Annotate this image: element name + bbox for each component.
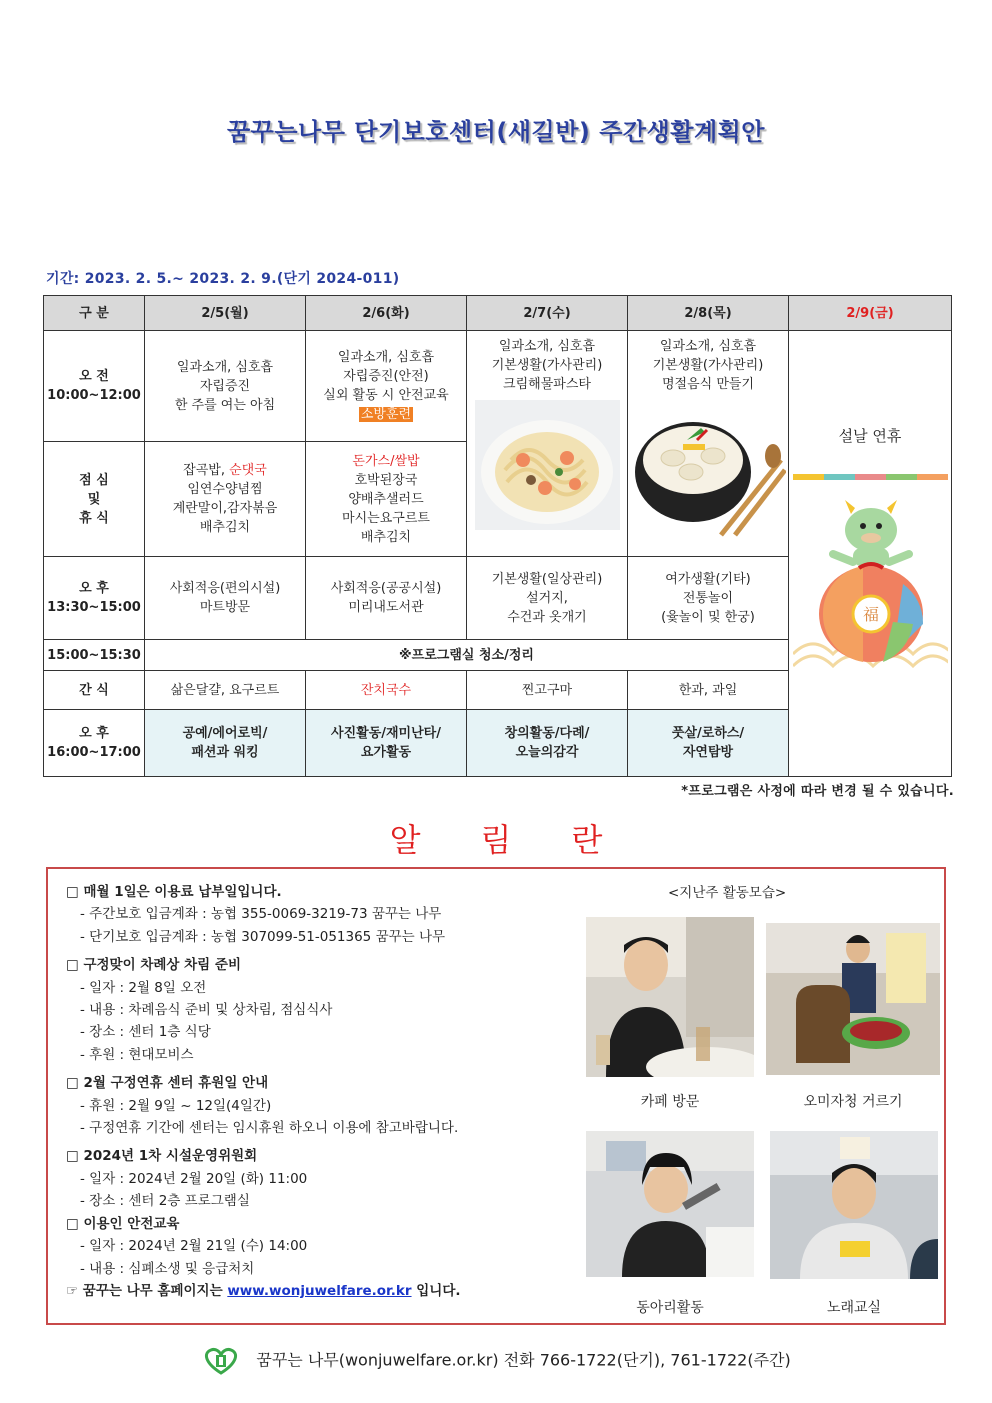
header-day-mon: 2/5(월) (145, 296, 306, 331)
notice-heading: □ 이용인 안전교육 (66, 1215, 180, 1232)
notice-line: - 일자 : 2월 8일 오전 (80, 979, 207, 996)
header-day-thu: 2/8(목) (628, 296, 789, 331)
notice-line: - 내용 : 차례음식 준비 및 상차림, 점심식사 (80, 1002, 333, 1019)
lunch-label: 점 심 및 휴 식 (44, 442, 145, 557)
afternoon-wed: 기본생활(일상관리) 설거지, 수건과 옷개기 (467, 557, 628, 640)
photo-caption: 노래교실 (826, 1300, 882, 1316)
schedule-period: 기간: 2023. 2. 5.~ 2023. 2. 9.(단기 2024-011) (46, 271, 400, 287)
afternoon-thu: 여가생활(기타) 전통놀이 (윷놀이 및 한궁) (628, 557, 789, 640)
notice-line: - 일자 : 2024년 2월 21일 (수) 14:00 (80, 1238, 308, 1255)
cafe-visit-photo (586, 917, 754, 1077)
lunch-tue: 돈가스/쌀밥 호박된장국 양배추샐러드 마시는요구르트 배추김치 (306, 442, 467, 557)
homepage-line: ☞ 꿈꾸는 나무 홈페이지는 www.wonjuwelfare.or.kr 입니다. (66, 1282, 461, 1299)
weekly-schedule-table (43, 295, 952, 777)
notice-line: - 내용 : 심폐소생 및 응급처치 (80, 1260, 255, 1277)
late-mon: 공예/에어로빅/ 패션과 워킹 (145, 710, 306, 777)
footer-text: 꿈꾸는 나무(wonjuwelfare.or.kr) 전화 766-1722(단기), 761-1722(주간) (256, 1350, 791, 1370)
morning-mon: 일과소개, 심호흡 자립증진 한 주를 여는 아침 (145, 331, 306, 442)
footer (0, 1347, 992, 1375)
header-day-wed: 2/7(수) (467, 296, 628, 331)
header-label: 구 분 (44, 296, 145, 331)
morning-label: 오 전 10:00~12:00 (44, 331, 145, 442)
afternoon-tue: 사회적응(공공시설) 미리내도서관 (306, 557, 467, 640)
afternoon-label: 오 후 13:30~15:00 (44, 557, 145, 640)
snack-label: 간 식 (44, 671, 145, 710)
photos-title: <지난주 활동모습> (668, 885, 787, 901)
header-day-tue: 2/6(화) (306, 296, 467, 331)
cleanup-time: 15:00~15:30 (44, 640, 145, 671)
snack-thu: 한과, 과일 (628, 671, 789, 710)
holiday-cell (789, 331, 952, 777)
table-header-row (44, 296, 952, 331)
notice-heading: □ 2월 구정연휴 센터 휴원일 안내 (66, 1075, 269, 1092)
tree-logo-icon (201, 1347, 241, 1375)
morning-wed: 일과소개, 심호흡 기본생활(가사관리) 크림해물파스타 (467, 331, 628, 557)
svg-text:福: 福 (862, 605, 879, 624)
page-title: 꿈꾸는나무 단기보호센터(새길반) 주간생활계획안 (226, 118, 765, 146)
holiday-label: 설날 연휴 (838, 427, 902, 445)
photo-caption: 오미자청 거르기 (803, 1094, 903, 1110)
morning-row (44, 331, 952, 442)
notice-box (46, 867, 946, 1325)
omija-syrup-photo (766, 923, 940, 1075)
photo-caption: 카페 방문 (640, 1094, 700, 1110)
afternoon-mon: 사회적응(편의시설) 마트방문 (145, 557, 306, 640)
morning-tue: 일과소개, 심호흡 자립증진(안전) 실외 활동 시 안전교육 소방훈련 (306, 331, 467, 442)
header-day-fri: 2/9(금) (789, 296, 952, 331)
notice-line: - 장소 : 센터 1층 식당 (80, 1024, 211, 1041)
notice-line: - 휴원 : 2월 9일 ~ 12일(4일간) (80, 1097, 272, 1114)
lunch-mon: 잡곡밥, 순댓국 임연수양념찜 계란말이,감자볶음 배추김치 (145, 442, 306, 557)
notice-line: - 구정연휴 기간에 센터는 임시휴원 하오니 이용에 참고바랍니다. (80, 1120, 459, 1137)
notice-line: - 주간보호 입금계좌 : 농협 355-0069-3219-73 꿈꾸는 나무 (80, 906, 442, 923)
pasta-image (475, 400, 620, 530)
late-thu: 풋살/로하스/ 자연탐방 (628, 710, 789, 777)
notice-heading: □ 구정맞이 차례상 차림 준비 (66, 957, 242, 974)
fire-drill-badge: 소방훈련 (360, 407, 412, 422)
homepage-link[interactable]: www.wonjuwelfare.or.kr (227, 1282, 412, 1299)
photo-caption: 동아리활동 (636, 1300, 704, 1316)
late-tue: 사진활동/재미난타/ 요가활동 (306, 710, 467, 777)
snack-tue: 잔치국수 (306, 671, 467, 710)
notice-line: - 후원 : 현대모비스 (80, 1046, 194, 1063)
cleanup-text: ※프로그램실 청소/정리 (145, 640, 789, 671)
club-activity-photo (586, 1131, 754, 1277)
singing-class-photo (770, 1131, 938, 1279)
tteokguk-image (631, 400, 786, 540)
morning-thu: 일과소개, 심호흡 기본생활(가사관리) 명절음식 만들기 (628, 331, 789, 557)
notice-heading: □ 2024년 1차 시설운영위원회 (66, 1148, 258, 1165)
notice-line: - 일자 : 2024년 2월 20일 (화) 11:00 (80, 1170, 308, 1187)
notice-list (66, 881, 586, 1302)
notice-heading: □ 매월 1일은 이용료 납부일입니다. (66, 884, 282, 900)
schedule-note: *프로그램은 사정에 따라 변경 될 수 있습니다. (681, 784, 954, 799)
new-year-dragon-image (793, 474, 948, 674)
late-afternoon-label: 오 후 16:00~17:00 (44, 710, 145, 777)
notice-title: 알림란 (389, 821, 663, 859)
snack-mon: 삶은달걀, 요구르트 (145, 671, 306, 710)
notice-line: - 장소 : 센터 2층 프로그램실 (80, 1193, 250, 1210)
snack-wed: 찐고구마 (467, 671, 628, 710)
notice-line: - 단기보호 입금계좌 : 농협 307099-51-051365 꿈꾸는 나무 (80, 928, 446, 945)
late-wed: 창의활동/다례/ 오늘의감각 (467, 710, 628, 777)
